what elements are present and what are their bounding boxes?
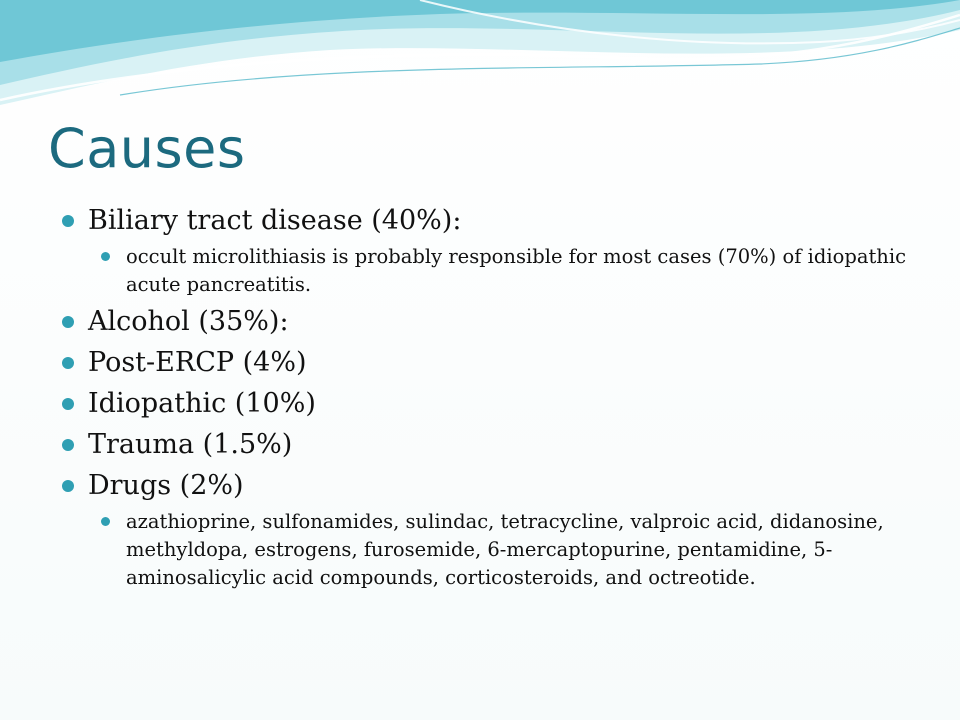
bullet-text: Trauma (1.5%) (88, 429, 293, 460)
bullet-dot (62, 316, 74, 328)
bullet-list (62, 202, 922, 596)
sub-bullet-drug-list (98, 508, 922, 592)
bullet-text: Idiopathic (10%) (88, 388, 316, 419)
bullet-text: Drugs (2%) (88, 470, 244, 501)
bullet-text: Post-ERCP (4%) (88, 347, 307, 378)
bullet-text: Biliary tract disease (40%): (88, 205, 462, 236)
bullet-dot (62, 357, 74, 369)
bullet-idiopathic (62, 385, 922, 422)
bullet-post-ercp (62, 344, 922, 381)
bullet-dot (62, 215, 74, 227)
slide-title: Causes (48, 117, 246, 180)
sub-bullet-text: occult microlithiasis is probably responsible for most cases (70%) of idiopathic acute pancreatitis. (126, 245, 906, 296)
bullet-trauma (62, 426, 922, 463)
bullet-dot (62, 480, 74, 492)
sub-bullet-microlithiasis (98, 243, 922, 299)
sub-bullet-text: azathioprine, sulfonamides, sulindac, tetracycline, valproic acid, didanosine, methyldopa, estrogens, furosemide, 6-mercaptopurine, pentamidine, 5-aminosalicylic acid compounds, corticosteroids, and octreotide. (126, 510, 884, 589)
bullet-biliary (62, 202, 922, 239)
sub-bullet-dot (101, 517, 110, 526)
header-wave-decoration (0, 0, 960, 120)
sub-bullet-dot (101, 252, 110, 261)
bullet-text: Alcohol (35%): (88, 306, 289, 337)
bullet-dot (62, 398, 74, 410)
bullet-dot (62, 439, 74, 451)
bullet-alcohol (62, 303, 922, 340)
bullet-drugs (62, 467, 922, 504)
